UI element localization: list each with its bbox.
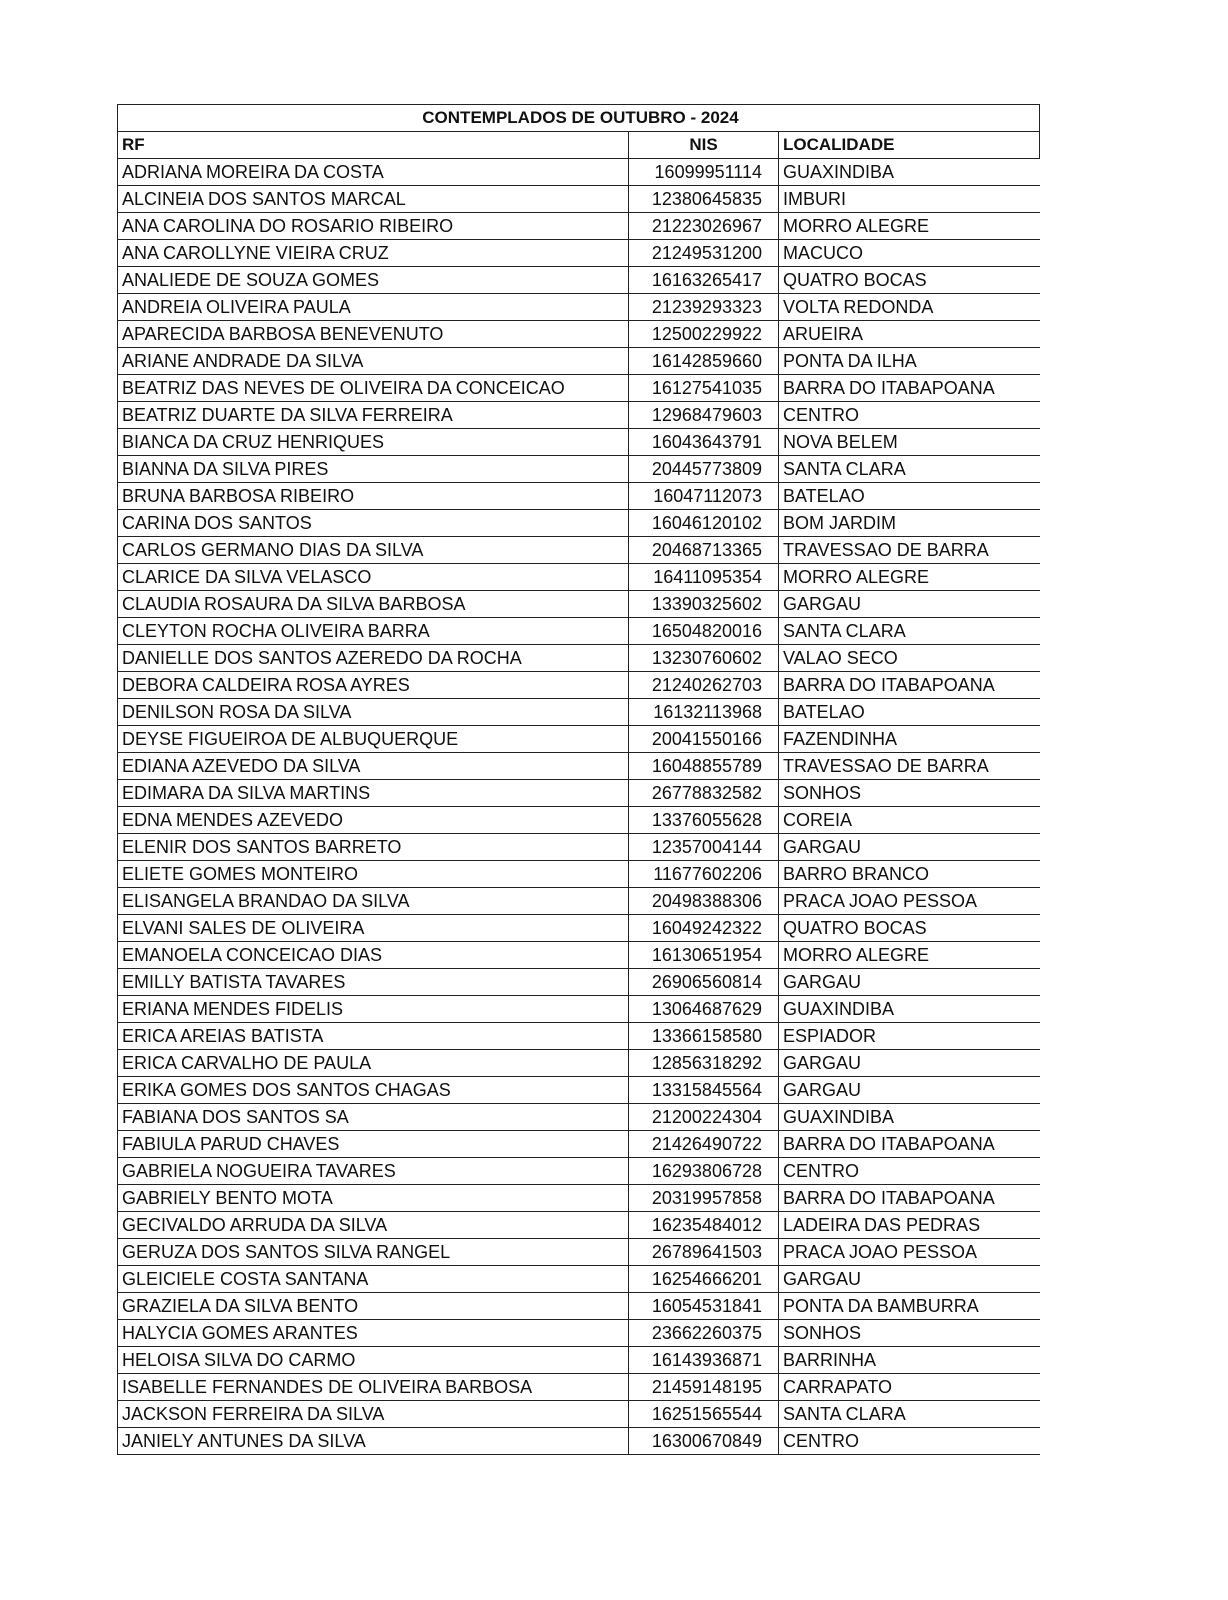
row-nis: 13390325602 [629, 591, 779, 618]
table-row [118, 348, 1040, 375]
row-nis: 20468713365 [629, 537, 779, 564]
table-row [118, 1185, 1040, 1212]
row-name: FABIANA DOS SANTOS SA [118, 1104, 629, 1131]
row-name: CLARICE DA SILVA VELASCO [118, 564, 629, 591]
row-name: HALYCIA GOMES ARANTES [118, 1320, 629, 1347]
table-row [118, 456, 1040, 483]
row-nis: 20498388306 [629, 888, 779, 915]
row-nis: 13230760602 [629, 645, 779, 672]
table-row [118, 915, 1040, 942]
table-row [118, 1347, 1040, 1374]
row-localidade: CENTRO [779, 402, 1040, 429]
row-nis: 16504820016 [629, 618, 779, 645]
row-nis: 16235484012 [629, 1212, 779, 1239]
row-name: DEBORA CALDEIRA ROSA AYRES [118, 672, 629, 699]
row-nis: 12357004144 [629, 834, 779, 861]
row-name: ANA CAROLLYNE VIEIRA CRUZ [118, 240, 629, 267]
row-name: BRUNA BARBOSA RIBEIRO [118, 483, 629, 510]
row-localidade: BARRO BRANCO [779, 861, 1040, 888]
row-nis: 16043643791 [629, 429, 779, 456]
row-name: ELENIR DOS SANTOS BARRETO [118, 834, 629, 861]
row-name: ADRIANA MOREIRA DA COSTA [118, 159, 629, 186]
table-row [118, 726, 1040, 753]
row-localidade: VOLTA REDONDA [779, 294, 1040, 321]
table-row [118, 780, 1040, 807]
row-localidade: PONTA DA ILHA [779, 348, 1040, 375]
row-localidade: GARGAU [779, 1266, 1040, 1293]
row-name: GERUZA DOS SANTOS SILVA RANGEL [118, 1239, 629, 1266]
row-localidade: MORRO ALEGRE [779, 213, 1040, 240]
row-localidade: QUATRO BOCAS [779, 915, 1040, 942]
row-nis: 12968479603 [629, 402, 779, 429]
row-localidade: CENTRO [779, 1158, 1040, 1185]
row-name: CLAUDIA ROSAURA DA SILVA BARBOSA [118, 591, 629, 618]
row-localidade: BARRA DO ITABAPOANA [779, 1185, 1040, 1212]
row-localidade: BARRA DO ITABAPOANA [779, 672, 1040, 699]
beneficiaries-table [117, 104, 1040, 1455]
row-nis: 16130651954 [629, 942, 779, 969]
row-nis: 21459148195 [629, 1374, 779, 1401]
row-name: ERIANA MENDES FIDELIS [118, 996, 629, 1023]
row-name: EDNA MENDES AZEVEDO [118, 807, 629, 834]
row-name: ARIANE ANDRADE DA SILVA [118, 348, 629, 375]
row-name: JACKSON FERREIRA DA SILVA [118, 1401, 629, 1428]
row-name: ERICA CARVALHO DE PAULA [118, 1050, 629, 1077]
row-name: GABRIELY BENTO MOTA [118, 1185, 629, 1212]
table-row [118, 1077, 1040, 1104]
table-row [118, 1266, 1040, 1293]
row-name: ERIKA GOMES DOS SANTOS CHAGAS [118, 1077, 629, 1104]
row-nis: 12856318292 [629, 1050, 779, 1077]
row-localidade: LADEIRA DAS PEDRAS [779, 1212, 1040, 1239]
row-localidade: VALAO SECO [779, 645, 1040, 672]
row-nis: 16099951114 [629, 159, 779, 186]
row-nis: 16143936871 [629, 1347, 779, 1374]
row-name: BIANNA DA SILVA PIRES [118, 456, 629, 483]
table-row [118, 1158, 1040, 1185]
row-nis: 13064687629 [629, 996, 779, 1023]
column-header-localidade: LOCALIDADE [779, 132, 1040, 159]
row-nis: 26789641503 [629, 1239, 779, 1266]
table-row [118, 1428, 1040, 1455]
row-localidade: BARRA DO ITABAPOANA [779, 1131, 1040, 1158]
table-row [118, 1023, 1040, 1050]
table-row [118, 402, 1040, 429]
row-nis: 26906560814 [629, 969, 779, 996]
row-localidade: GUAXINDIBA [779, 996, 1040, 1023]
row-name: CLEYTON ROCHA OLIVEIRA BARRA [118, 618, 629, 645]
row-nis: 16127541035 [629, 375, 779, 402]
row-localidade: CARRAPATO [779, 1374, 1040, 1401]
table-row [118, 996, 1040, 1023]
table-row [118, 1320, 1040, 1347]
row-name: GRAZIELA DA SILVA BENTO [118, 1293, 629, 1320]
table-row [118, 159, 1040, 186]
row-name: EMILLY BATISTA TAVARES [118, 969, 629, 996]
row-nis: 16049242322 [629, 915, 779, 942]
row-localidade: BATELAO [779, 483, 1040, 510]
row-localidade: SANTA CLARA [779, 618, 1040, 645]
row-nis: 16254666201 [629, 1266, 779, 1293]
row-name: BEATRIZ DAS NEVES DE OLIVEIRA DA CONCEICAO [118, 375, 629, 402]
table-row [118, 186, 1040, 213]
row-name: CARLOS GERMANO DIAS DA SILVA [118, 537, 629, 564]
row-localidade: GUAXINDIBA [779, 1104, 1040, 1131]
row-localidade: GUAXINDIBA [779, 159, 1040, 186]
row-nis: 23662260375 [629, 1320, 779, 1347]
row-localidade: SANTA CLARA [779, 456, 1040, 483]
row-localidade: ARUEIRA [779, 321, 1040, 348]
row-nis: 16293806728 [629, 1158, 779, 1185]
row-localidade: TRAVESSAO DE BARRA [779, 537, 1040, 564]
row-nis: 21223026967 [629, 213, 779, 240]
table-row [118, 618, 1040, 645]
row-name: ANALIEDE DE SOUZA GOMES [118, 267, 629, 294]
table-row [118, 1050, 1040, 1077]
row-localidade: IMBURI [779, 186, 1040, 213]
row-localidade: MORRO ALEGRE [779, 564, 1040, 591]
table-row [118, 861, 1040, 888]
row-nis: 11677602206 [629, 861, 779, 888]
table-row [118, 429, 1040, 456]
row-nis: 16048855789 [629, 753, 779, 780]
table-title: CONTEMPLADOS DE OUTUBRO - 2024 [118, 105, 1040, 132]
row-localidade: CENTRO [779, 1428, 1040, 1455]
row-nis: 16300670849 [629, 1428, 779, 1455]
table-row [118, 753, 1040, 780]
table-row [118, 888, 1040, 915]
row-name: DENILSON ROSA DA SILVA [118, 699, 629, 726]
row-localidade: BARRINHA [779, 1347, 1040, 1374]
row-nis: 16047112073 [629, 483, 779, 510]
row-localidade: MACUCO [779, 240, 1040, 267]
row-name: GLEICIELE COSTA SANTANA [118, 1266, 629, 1293]
row-nis: 21249531200 [629, 240, 779, 267]
row-localidade: PRACA JOAO PESSOA [779, 1239, 1040, 1266]
row-nis: 16046120102 [629, 510, 779, 537]
row-localidade: BATELAO [779, 699, 1040, 726]
table-title-row [118, 105, 1040, 132]
table-header-row [118, 132, 1040, 159]
table-row [118, 1293, 1040, 1320]
row-localidade: FAZENDINHA [779, 726, 1040, 753]
row-nis: 20445773809 [629, 456, 779, 483]
table-row [118, 672, 1040, 699]
table-row [118, 1239, 1040, 1266]
column-header-nis: NIS [629, 132, 779, 159]
row-localidade: NOVA BELEM [779, 429, 1040, 456]
row-name: ELISANGELA BRANDAO DA SILVA [118, 888, 629, 915]
row-nis: 16142859660 [629, 348, 779, 375]
row-nis: 16054531841 [629, 1293, 779, 1320]
row-localidade: GARGAU [779, 591, 1040, 618]
table-row [118, 1401, 1040, 1428]
table-row [118, 1212, 1040, 1239]
row-nis: 21240262703 [629, 672, 779, 699]
row-localidade: SONHOS [779, 780, 1040, 807]
row-name: ERICA AREIAS BATISTA [118, 1023, 629, 1050]
row-name: BEATRIZ DUARTE DA SILVA FERREIRA [118, 402, 629, 429]
row-nis: 13315845564 [629, 1077, 779, 1104]
row-nis: 21200224304 [629, 1104, 779, 1131]
row-localidade: GARGAU [779, 1077, 1040, 1104]
row-localidade: GARGAU [779, 969, 1040, 996]
row-nis: 21426490722 [629, 1131, 779, 1158]
row-name: ANDREIA OLIVEIRA PAULA [118, 294, 629, 321]
row-localidade: BARRA DO ITABAPOANA [779, 375, 1040, 402]
table-row [118, 645, 1040, 672]
row-name: DEYSE FIGUEIROA DE ALBUQUERQUE [118, 726, 629, 753]
row-localidade: PONTA DA BAMBURRA [779, 1293, 1040, 1320]
row-name: ELIETE GOMES MONTEIRO [118, 861, 629, 888]
table-row [118, 834, 1040, 861]
row-name: FABIULA PARUD CHAVES [118, 1131, 629, 1158]
row-nis: 21239293323 [629, 294, 779, 321]
row-name: ISABELLE FERNANDES DE OLIVEIRA BARBOSA [118, 1374, 629, 1401]
row-localidade: SONHOS [779, 1320, 1040, 1347]
row-nis: 13366158580 [629, 1023, 779, 1050]
table-row [118, 807, 1040, 834]
row-nis: 16251565544 [629, 1401, 779, 1428]
row-localidade: COREIA [779, 807, 1040, 834]
row-name: HELOISA SILVA DO CARMO [118, 1347, 629, 1374]
table-row [118, 942, 1040, 969]
row-localidade: BOM JARDIM [779, 510, 1040, 537]
table-row [118, 1131, 1040, 1158]
row-name: CARINA DOS SANTOS [118, 510, 629, 537]
row-name: ELVANI SALES DE OLIVEIRA [118, 915, 629, 942]
table-row [118, 699, 1040, 726]
row-name: BIANCA DA CRUZ HENRIQUES [118, 429, 629, 456]
table-row [118, 213, 1040, 240]
row-name: EDIANA AZEVEDO DA SILVA [118, 753, 629, 780]
row-name: JANIELY ANTUNES DA SILVA [118, 1428, 629, 1455]
row-nis: 13376055628 [629, 807, 779, 834]
row-name: EMANOELA CONCEICAO DIAS [118, 942, 629, 969]
row-localidade: MORRO ALEGRE [779, 942, 1040, 969]
table-row [118, 1374, 1040, 1401]
row-nis: 16411095354 [629, 564, 779, 591]
row-nis: 20041550166 [629, 726, 779, 753]
row-localidade: TRAVESSAO DE BARRA [779, 753, 1040, 780]
row-name: EDIMARA DA SILVA MARTINS [118, 780, 629, 807]
row-name: ANA CAROLINA DO ROSARIO RIBEIRO [118, 213, 629, 240]
table-row [118, 240, 1040, 267]
row-name: ALCINEIA DOS SANTOS MARCAL [118, 186, 629, 213]
row-name: GECIVALDO ARRUDA DA SILVA [118, 1212, 629, 1239]
row-name: APARECIDA BARBOSA BENEVENUTO [118, 321, 629, 348]
row-nis: 12500229922 [629, 321, 779, 348]
table-row [118, 510, 1040, 537]
table-row [118, 591, 1040, 618]
table-row [118, 375, 1040, 402]
table-row [118, 321, 1040, 348]
table-row [118, 537, 1040, 564]
row-localidade: QUATRO BOCAS [779, 267, 1040, 294]
row-nis: 16163265417 [629, 267, 779, 294]
row-nis: 20319957858 [629, 1185, 779, 1212]
table-row [118, 294, 1040, 321]
row-localidade: GARGAU [779, 834, 1040, 861]
table-row [118, 564, 1040, 591]
table-row [118, 1104, 1040, 1131]
row-name: GABRIELA NOGUEIRA TAVARES [118, 1158, 629, 1185]
row-nis: 16132113968 [629, 699, 779, 726]
row-localidade: SANTA CLARA [779, 1401, 1040, 1428]
table-row [118, 267, 1040, 294]
column-header-rf: RF [118, 132, 629, 159]
table-row [118, 969, 1040, 996]
row-nis: 26778832582 [629, 780, 779, 807]
row-nis: 12380645835 [629, 186, 779, 213]
table-row [118, 483, 1040, 510]
row-localidade: PRACA JOAO PESSOA [779, 888, 1040, 915]
row-localidade: ESPIADOR [779, 1023, 1040, 1050]
row-name: DANIELLE DOS SANTOS AZEREDO DA ROCHA [118, 645, 629, 672]
row-localidade: GARGAU [779, 1050, 1040, 1077]
